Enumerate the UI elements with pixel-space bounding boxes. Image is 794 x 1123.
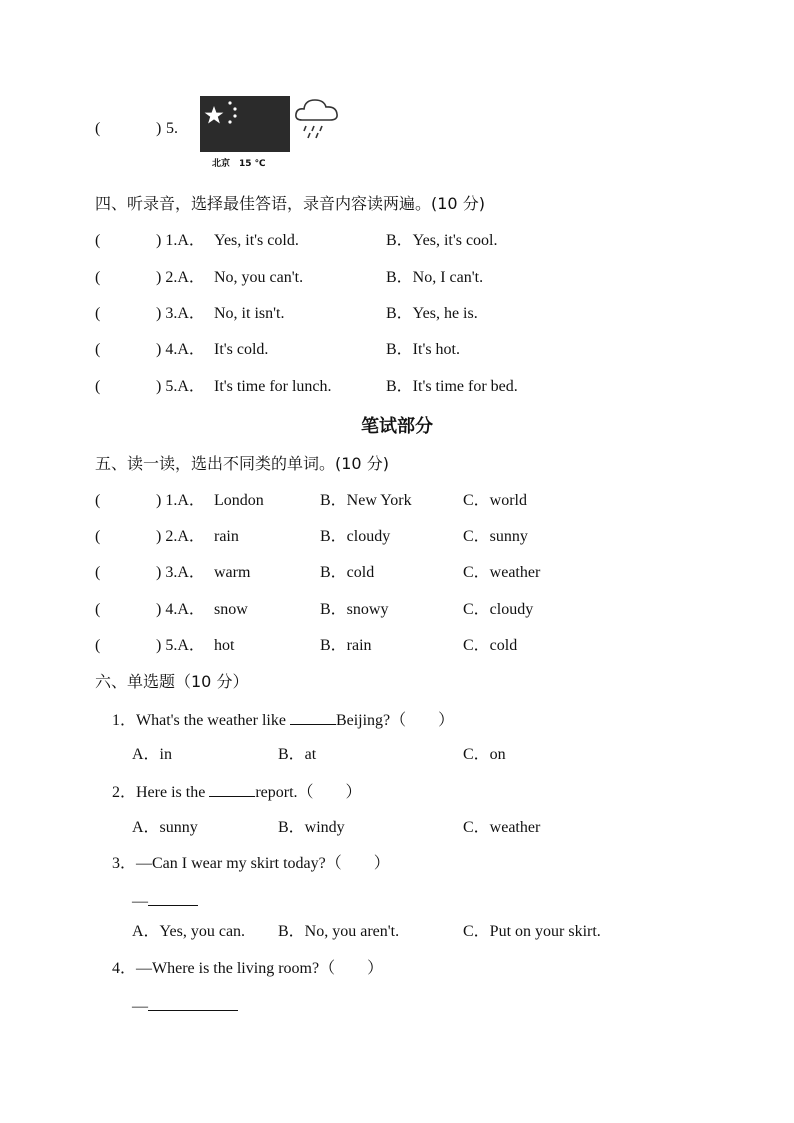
option-b: B．windy (278, 819, 345, 836)
question-number: ) 1.A． (156, 492, 205, 509)
flag-stars-icon (200, 96, 290, 152)
dash: — (132, 893, 148, 910)
question-text: 2．Here is the (112, 784, 206, 801)
answer-paren-open: ( (95, 637, 101, 654)
answer-paren-close: ) (156, 120, 162, 137)
fill-blank[interactable] (148, 994, 238, 1011)
flag-caption: 北京 15 ℃ (212, 159, 266, 169)
option-a: No, it isn't. (214, 305, 285, 322)
answer-paren-open: ( (95, 564, 101, 581)
option-a: A．in (132, 746, 173, 763)
option-a: A．sunny (132, 819, 198, 836)
question-text: 1．What's the weather like (112, 712, 286, 729)
option-b: B．Yes, it's cool. (386, 232, 498, 249)
option-a: It's cold. (214, 341, 269, 358)
option-b: B．snowy (320, 601, 389, 618)
question-number: ) 4.A． (156, 341, 205, 358)
section5-title: 五、读一读，选出不同类的单词。(10 分) (95, 454, 389, 473)
option-b: B．It's time for bed. (386, 378, 518, 395)
s6-q4-answer-line (132, 994, 238, 1016)
option-b: B．cold (320, 564, 375, 581)
answer-paren-open: ( (95, 492, 101, 509)
question-number: ) 5.A． (156, 637, 205, 654)
s6-q1 (112, 708, 454, 730)
option-b: B．cloudy (320, 528, 391, 545)
question-number: 5. (166, 120, 178, 137)
fill-blank[interactable] (290, 708, 336, 725)
option-c: C．sunny (463, 528, 528, 545)
answer-paren-open: ( (95, 601, 101, 618)
question-number: ) 1.A． (156, 232, 205, 249)
option-c: C．cloudy (463, 601, 534, 618)
option-b: B．at (278, 746, 317, 763)
option-a: hot (214, 637, 235, 654)
option-a: snow (214, 601, 248, 618)
s6-q3-answer-line (132, 889, 198, 911)
option-a: No, you can't. (214, 269, 304, 286)
answer-paren-open: ( (95, 269, 101, 286)
option-a: It's time for lunch. (214, 378, 332, 395)
option-c: C．weather (463, 564, 541, 581)
s6-q2 (112, 780, 362, 802)
fill-blank[interactable] (148, 889, 198, 906)
option-a: Yes, it's cold. (214, 232, 299, 249)
option-b: B．Yes, he is. (386, 305, 478, 322)
section4-title: 四、听录音，选择最佳答语，录音内容读两遍。(10 分) (95, 194, 485, 213)
section6-title: 六、单选题（10 分） (95, 672, 249, 691)
question-number: ) 4.A． (156, 601, 205, 618)
option-c: C．cold (463, 637, 518, 654)
rain-cloud-icon (292, 94, 342, 147)
option-c: C．weather (463, 819, 541, 836)
option-c: C．world (463, 492, 528, 509)
question-number: ) 5.A． (156, 378, 205, 395)
question-number: ) 3.A． (156, 305, 205, 322)
answer-paren-open: ( (95, 232, 101, 249)
written-part-title: 笔试部分 (361, 416, 433, 437)
option-a: London (214, 492, 264, 509)
s6-q3: 3．—Can I wear my skirt today?（ ） (112, 855, 390, 872)
dash: — (132, 998, 148, 1015)
option-b: B．New York (320, 492, 412, 509)
question-number: ) 2.A． (156, 528, 205, 545)
answer-paren-open: ( (95, 528, 101, 545)
option-b: B．No, you aren't. (278, 923, 400, 940)
option-a: rain (214, 528, 239, 545)
s6-q4: 4．—Where is the living room?（ ） (112, 960, 384, 977)
option-a: warm (214, 564, 251, 581)
china-flag-image (200, 96, 290, 152)
option-a: A．Yes, you can. (132, 923, 246, 940)
answer-paren-open: ( (95, 378, 101, 395)
option-b: B．It's hot. (386, 341, 461, 358)
question-number: ) 3.A． (156, 564, 205, 581)
option-c: C．on (463, 746, 506, 763)
answer-paren-open: ( (95, 341, 101, 358)
fill-blank[interactable] (209, 780, 255, 797)
option-b: B．No, I can't. (386, 269, 484, 286)
option-c: C．Put on your skirt. (463, 923, 601, 940)
answer-paren-open: ( (95, 305, 101, 322)
option-b: B．rain (320, 637, 372, 654)
question-text-end: report.（ ） (255, 784, 362, 801)
question-text-end: Beijing?（ ） (335, 712, 455, 729)
question-number: ) 2.A． (156, 269, 205, 286)
answer-paren-open: ( (95, 120, 101, 137)
